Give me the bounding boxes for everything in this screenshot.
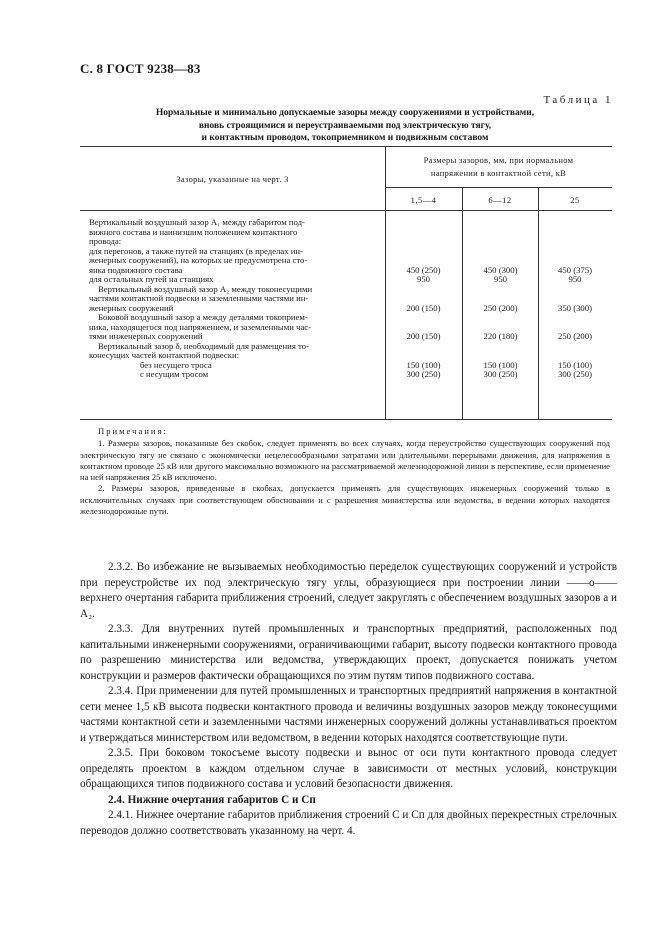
row-label: ника, находящегося под напряжением, и заземленными час- [89,322,312,332]
table-row [80,237,612,247]
voltage-column-header: 6—12 [488,195,512,205]
row-label: с несущим тросом [140,369,209,379]
row-value: 300 (250) [483,369,518,379]
page-header: С. 8 ГОСТ 9238—83 [80,61,201,76]
row-value: 450 (250) [406,264,441,275]
row-label: Вертикальный зазор δ, необходимый для размещения то- [98,341,309,351]
paragraph-2-3-4: 2.3.4. При применении для путей промышленных и транспортных предприятий напряжения в контактной сети менее 1,5 кВ высота подвески контактного провода и величины воздушных зазоров между токонесущими частями контактной сети и заземленными частями инженерных сооружений должны устанавливаться проектом и утверждаться министерством или ведомством, в ведении которых находятся соответствующие пути. [80,685,617,744]
row-label: провода: [89,237,122,246]
voltage-column-header: 1,5—4 [410,195,437,205]
row-value: 250 (200) [557,331,593,341]
row-label: женерных сооружений [89,303,174,313]
table-body [80,218,612,380]
table-right-header-line: напряжении в контактной сети, кВ [430,168,567,178]
row-label: для перегонов, а также путей на станциях (в пределах ин- [89,246,303,256]
table-row [80,266,612,276]
table-row [80,256,612,266]
table-header-divider [385,187,612,188]
row-value: 150 (100) [557,359,593,370]
table-row [80,332,612,342]
paragraph-2-3-2: 2.3.2. Во избежание не вызываемых необходимостью переделок существующих сооружений и устройств при переустройстве их под электрическую тягу углы, образующиеся при построении линии ——o—— верхнего очертания габарита приближения строений, следует закруглять с обеспечением воздушных зазоров a и A₂. [80,561,617,620]
table-row [80,285,612,295]
row-label: для остальных путей на станциях [89,275,214,284]
notes-heading: Примечания: [98,426,168,436]
row-label: частями контактной подвески и заземленными частями ин- [89,294,309,303]
table-row [80,313,612,323]
table-header-bottom [80,210,612,211]
table-row [80,370,612,380]
row-value: 200 (150) [406,331,441,341]
table-notes [80,426,610,517]
paragraph-2-4-1: 2.4.1. Нижнее очертание габаритов приближения строений С и Сп для двойных перекрестных стрелочных переводов должно соответствовать указанному на черт. 4. [80,809,617,837]
clearance-table [80,146,612,420]
table-row [80,218,612,228]
table-title-line: и контактным проводом, токоприемником и подвижным составом [201,133,489,143]
row-label: вижного состава и наинизшим положением контактного [89,227,298,237]
table-label: Таблица 1 [543,94,613,106]
table-right-header-line: Размеры зазоров, мм, при нормальном [423,155,574,165]
paragraph-2-3-3: 2.3.3. Для внутренних путей промышленных и транспортных предприятий, расположенных под капитальными инженерными сооружениями, ограничивающими габарит, высоту подвески контактного провода по разрешению министерства или ведомства, утверждающих проект, допускается понижать учетом конструкции и размеров фактически обращающихся по этим путям типов подвижного состава. [80,623,617,682]
row-value: 950 [416,274,431,284]
row-value: 350 (300) [557,302,593,313]
row-label: конесущих частей контактной подвески: [89,351,240,360]
table-border-bottom [80,419,612,420]
row-value: 450 (375) [557,264,593,275]
row-value: 150 (100) [483,359,518,370]
paragraph-2-3-5: 2.3.5. При боковом токосъеме высоту подвески и вынос от оси пути контактного провода следует определять проектом в каждом отдельном случае в зависимости от местных условий, конструкции обращающихся типов подвижного состава и условий безопасности движения. [80,747,617,790]
section-heading-2-4: 2.4. Нижние очертания габаритов С и Сп [108,793,316,806]
table-row [80,294,612,304]
row-label: женерных сооружений), на которых не предусмотрена сто- [89,256,308,265]
table-title [100,107,590,145]
table-row [80,342,612,352]
table-row [80,304,612,314]
table-row [80,228,612,238]
row-label: тями инженерных сооружений [89,332,203,341]
table-row [80,247,612,257]
row-value: 200 (150) [406,302,441,313]
note-item: 1. Размеры зазоров, показанные без скобок, следует применять во всех случаях, когда переустройство существующих сооружений под электрическую тягу не связано с экономически нецелесообразными затратами или длительными перерывами движения, для напряжения в контактном проводе 25 кВ или другого максимально возможного на рассматриваемой железнодорожной линии в перспективе, если применение на ней напряжения 25 кВ исключено. [80,438,610,483]
row-label: Вертикальный воздушный зазор A₁ между габаритом под- [89,218,305,227]
row-value: 300 (250) [557,369,593,379]
table-row [80,275,612,285]
row-label: Боковой воздушный зазор a между деталями токоприем- [98,313,308,322]
row-value: 220 (180) [483,331,518,341]
table-title-line: Нормальные и минимально допускаемые зазоры между сооружениями и устройствами, [155,108,535,118]
table-right-header [385,154,612,180]
row-value: 950 [568,274,582,284]
table-left-header: Зазоры, указанные на черт. 3 [176,174,289,184]
body-text [80,560,617,839]
row-value: 250 (200) [483,302,518,313]
row-value: 150 (100) [406,359,441,370]
note-item: 2. Размеры зазоров, приведенные в скобках, допускается применять для существующих инженерных сооружений только в исключительных случаях при соответствующем обосновании и с разрешения министерства или ведомства, в ведении которых находятся железнодорожные пути. [80,483,610,517]
table-row [80,323,612,333]
table-title-line: вновь строящимися и переустраиваемыми под электрическую тягу, [198,120,492,131]
row-value: 450 (300) [483,264,518,275]
row-label: янка подвижного состава [89,265,183,275]
table-border-top [80,146,612,147]
row-label: Вертикальный воздушный зазор A₂ между токонесущими [98,284,313,294]
row-value: 300 (250) [406,369,441,379]
voltage-column-header: 25 [570,195,580,205]
row-value: 950 [493,274,508,284]
row-label: без несущего троса [140,359,212,370]
